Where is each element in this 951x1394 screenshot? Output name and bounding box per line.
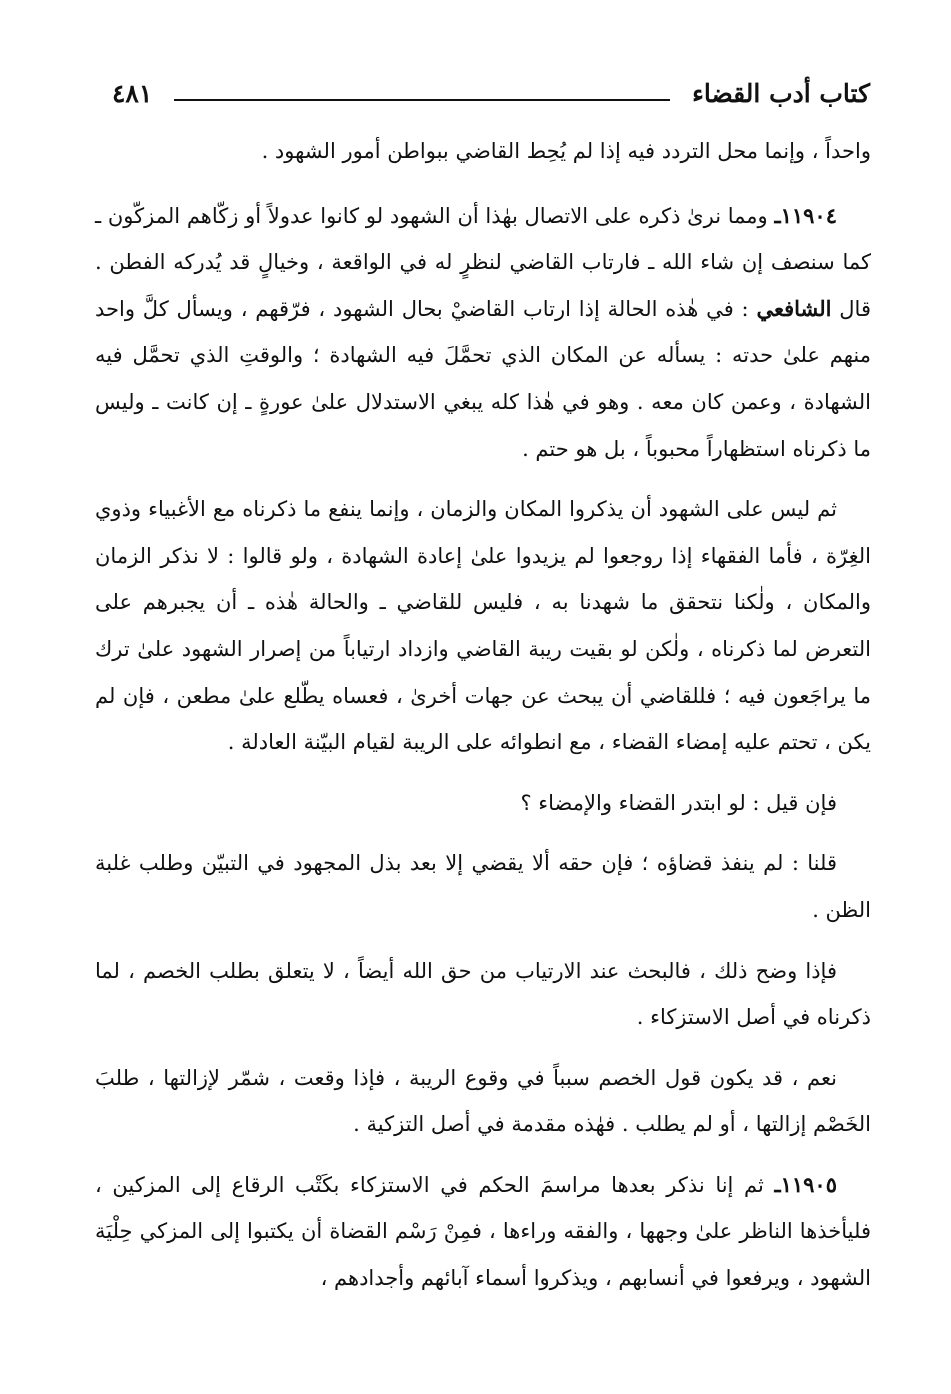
paragraph-answer (95, 840, 871, 933)
paragraph-question (95, 780, 871, 827)
paragraph-text: واحداً ، وإنما محل التردد فيه إذا لم يُحِط القاضي ببواطن أمور الشهود . (261, 139, 871, 163)
paragraph-text: ثم إنا نذكر بعدها مراسمَ الحكم في الاستزكاء بكَتْب الرقاع إلى المزكين ، فليأخذها الناظر علىٰ وجهها ، والفقه وراءها ، فمِنْ رَسْم القضاة أن يكتبوا إلى المزكي حِلْيَة الشهود ، ويرفعوا في أنسابهم ، ويذكروا أسماء آبائهم وأجدادهم ، (95, 1172, 871, 1291)
paragraph-text: فإذا وضح ذلك ، فالبحث عند الارتياب من حق الله أيضاً ، لا يتعلق بطلب الخصم ، لما ذكرناه في أصل الاستزكاء . (95, 958, 871, 1030)
book-title: كتاب أدب القضاء (692, 79, 870, 108)
paragraph-continuation (95, 128, 871, 175)
paragraph-text: ومما نرىٰ ذكره على الاتصال بهٰذا أن الشهود لو كانوا عدولاً أو زكّاهم المزكّون ـ كما سنصف إن شاء الله ـ فارتاب القاضي لنظرٍ له في الواقعة ، وخيالٍ قد يُدركه الفطن . قال (95, 203, 871, 321)
paragraph-number: ١١٩٠٤ـ (774, 202, 837, 228)
paragraph-text: : في هٰذه الحالة إذا ارتاب القاضيْ بحال الشهود ، فرّقهم ، ويسأل كلَّ واحد منهم علىٰ حدته : يسأله عن المكان الذي تحمَّلَ فيه الشهادة ؛ والوقتِ الذي تحمَّل فيه الشهادة ، وعمن كان معه . وهو في هٰذا كله يبغي الاستدلال علىٰ عورةٍ ـ إن كانت ـ وليس ما ذكرناه استظهاراً محبوباً ، بل هو حتم . (95, 296, 871, 461)
cited-name: الشافعي (756, 295, 832, 321)
paragraph (95, 948, 871, 1041)
paragraph-11905 (95, 1162, 871, 1302)
header-rule (174, 99, 670, 101)
paragraph (95, 1055, 871, 1148)
running-header (112, 72, 870, 116)
page-body (95, 128, 871, 1316)
paragraph-text: نعم ، قد يكون قول الخصم سبباً في وقوع الريبة ، فإذا وقعت ، شمّر لإزالتها ، طلبَ الخَصْم إزالتها ، أو لم يطلب . فهٰذه مقدمة في أصل التزكية . (95, 1065, 871, 1137)
paragraph-text: ثم ليس على الشهود أن يذكروا المكان والزمان ، وإنما ينفع ما ذكرناه مع الأغبياء وذوي الغِرّة ، فأما الفقهاء إذا روجعوا لم يزيدوا علىٰ إعادة الشهادة ، ولو قالوا : لا نذكر الزمان والمكان ، ولٰكنا نتحقق ما شهدنا به ، فليس للقاضي ـ والحالة هٰذه ـ أن يجبرهم على التعرض لما ذكرناه ، ولٰكن لو بقيت ريبة القاضي وازداد ارتياباً من إصرار الشهود علىٰ ترك ما يراجَعون فيه ؛ فللقاضي أن يبحث عن جهات أخرىٰ ، فعساه يطّلع علىٰ مطعن ، فإن لم يكن ، تحتم عليه إمضاء القضاء ، مع انطوائه على الريبة لقيام البيّنة العادلة . (95, 497, 871, 755)
paragraph-text: فإن قيل : لو ابتدر القضاء والإمضاء ؟ (520, 790, 837, 815)
paragraph (95, 486, 871, 766)
paragraph-number: ١١٩٠٥ـ (774, 1171, 837, 1197)
page-number: ٤٨١ (112, 79, 153, 108)
paragraph-11904 (95, 193, 871, 473)
paragraph-text: قلنا : لم ينفذ قضاؤه ؛ فإن حقه ألا يقضي إلا بعد بذل المجهود في التبيّن وطلب غلبة الظن . (95, 851, 871, 922)
